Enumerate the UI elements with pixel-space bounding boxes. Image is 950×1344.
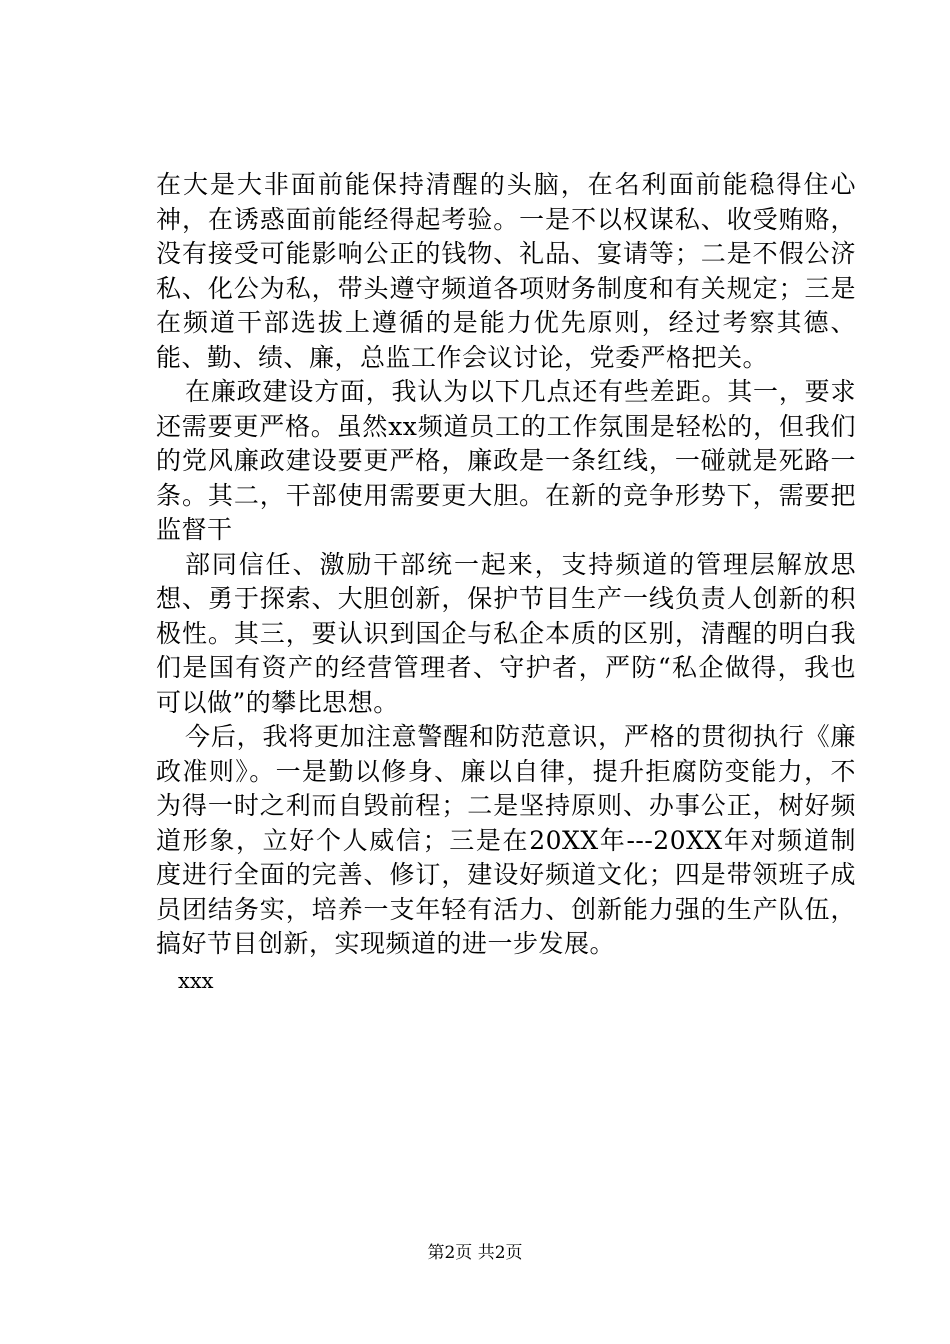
signature: xxx bbox=[178, 968, 214, 993]
paragraph-2: 在廉政建设方面，我认为以下几点还有些差距。其一，要求还需要更严格。虽然xx频道员工的工作氛围是轻松的，但我们的党风廉政建设要更严格，廉政是一条红线，一碰就是死路一条。其二，干部使用需要更大胆。在新的竞争形势下，需要把监督干 bbox=[156, 377, 856, 544]
page-footer: 第2页 共2页 bbox=[427, 1243, 523, 1263]
paragraph-4: 今后，我将更加注意警醒和防范意识，严格的贯彻执行《廉政准则》。一是勤以修身、廉以自律，提升拒腐防变能力，不为得一时之利而自毁前程；二是坚持原则、办事公正，树好频道形象，立好个人威信；三是在20XX年---20XX年对频道制度进行全面的完善、修订，建设好频道文化；四是带领班子成员团结务实，培养一支年轻有活力、创新能力强的生产队伍，搞好节目创新，实现频道的进一步发展。 bbox=[156, 722, 856, 958]
document-body bbox=[156, 168, 856, 998]
paragraph-1: 在大是大非面前能保持清醒的头脑，在名利面前能稳得住心神，在诱惑面前能经得起考验。一是不以权谋私、收受贿赂，没有接受可能影响公正的钱物、礼品、宴请等；二是不假公济私、化公为私，带头遵守频道各项财务制度和有关规定；三是在频道干部选拔上遵循的是能力优先原则，经过考察其德、能、勤、绩、廉，总监工作会议讨论，党委严格把关。 bbox=[156, 170, 856, 372]
paragraph-3: 部同信任、激励干部统一起来，支持频道的管理层解放思想、勇于探索、大胆创新，保护节目生产一线负责人创新的积极性。其三，要认识到国企与私企本质的区别，清醒的明白我们是国有资产的经营管理者、守护者，严防“私企做得，我也可以做”的攀比思想。 bbox=[156, 549, 856, 717]
